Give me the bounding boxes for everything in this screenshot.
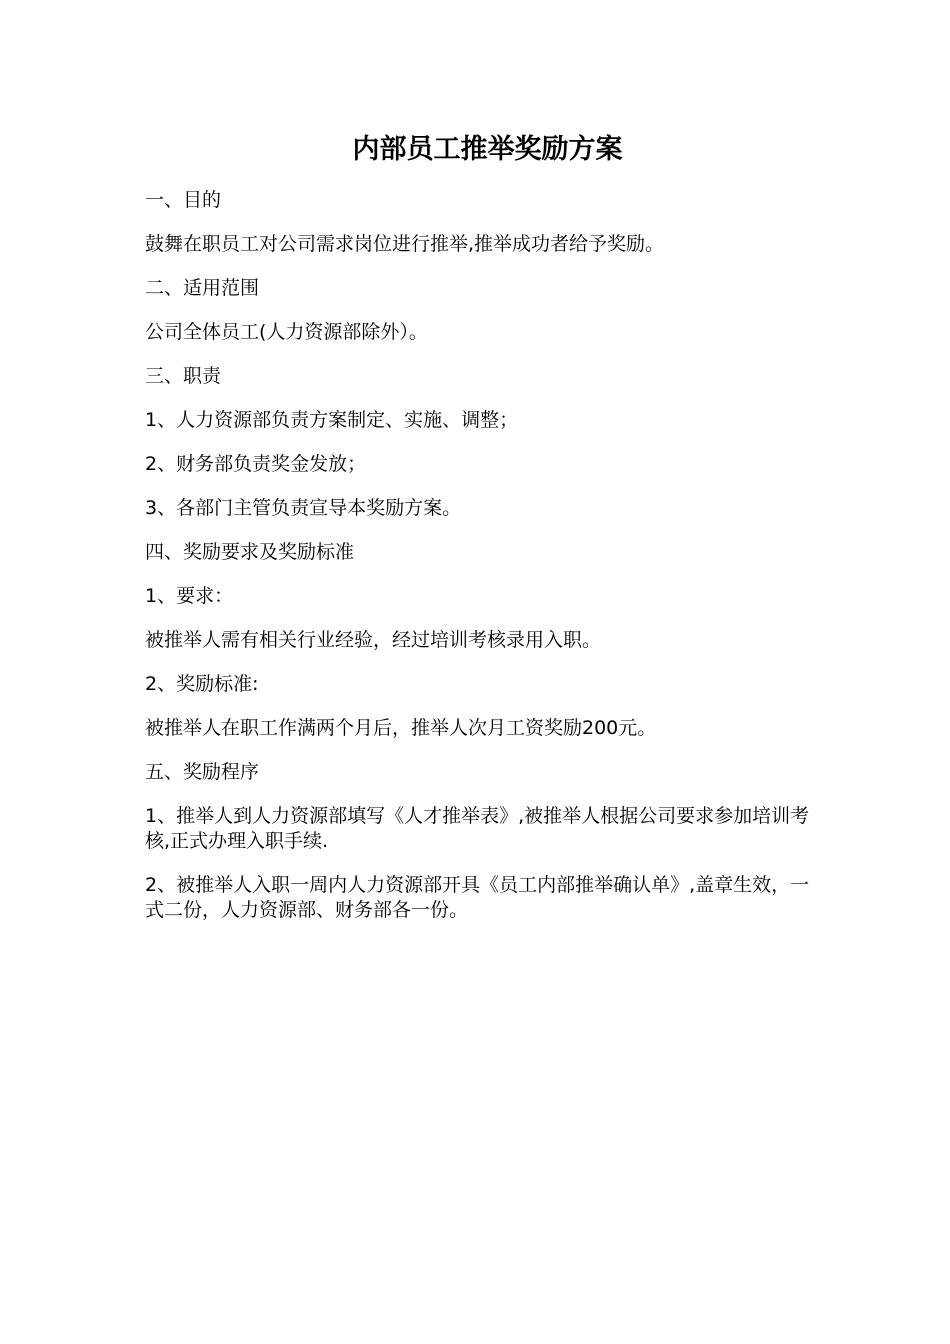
section-heading-duties: 三、职责 xyxy=(145,365,222,387)
paragraph-requirements: 被推举人需有相关行业经验，经过培训考核录用入职。 xyxy=(145,629,602,651)
section-heading-scope: 二、适用范围 xyxy=(145,277,260,299)
list-item-duty-2: 2、财务部负责奖金发放； xyxy=(145,453,367,475)
section-heading-procedure: 五、奖励程序 xyxy=(145,761,260,783)
section-heading-purpose: 一、目的 xyxy=(145,189,222,211)
subheading-requirements: 1、要求： xyxy=(145,585,234,607)
list-item-duty-1: 1、人力资源部负责方案制定、实施、调整； xyxy=(145,409,519,431)
list-item-procedure-1: 1、推举人到人力资源部填写《人才推举表》,被推举人根据公司要求参加培训考核,正式办理入职手续. xyxy=(145,805,810,852)
list-item-duty-3: 3、各部门主管负责宣导本奖励方案。 xyxy=(145,497,462,519)
list-item-procedure-2: 2、被推举人入职一周内人力资源部开具《员工内部推举确认单》,盖章生效，一式二份，人力资源部、财务部各一份。 xyxy=(145,874,810,921)
paragraph-purpose: 鼓舞在职员工对公司需求岗位进行推举,推举成功者给予奖励。 xyxy=(145,233,665,255)
subheading-reward-standard: 2、奖励标准: xyxy=(145,673,259,695)
document-title: 内部员工推举奖励方案 xyxy=(352,134,623,165)
paragraph-reward-standard: 被推举人在职工作满两个月后，推举人次月工资奖励200元。 xyxy=(145,717,657,739)
paragraph-scope: 公司全体员工(人力资源部除外）。 xyxy=(145,321,428,343)
section-heading-requirements: 四、奖励要求及奖励标准 xyxy=(145,541,355,563)
